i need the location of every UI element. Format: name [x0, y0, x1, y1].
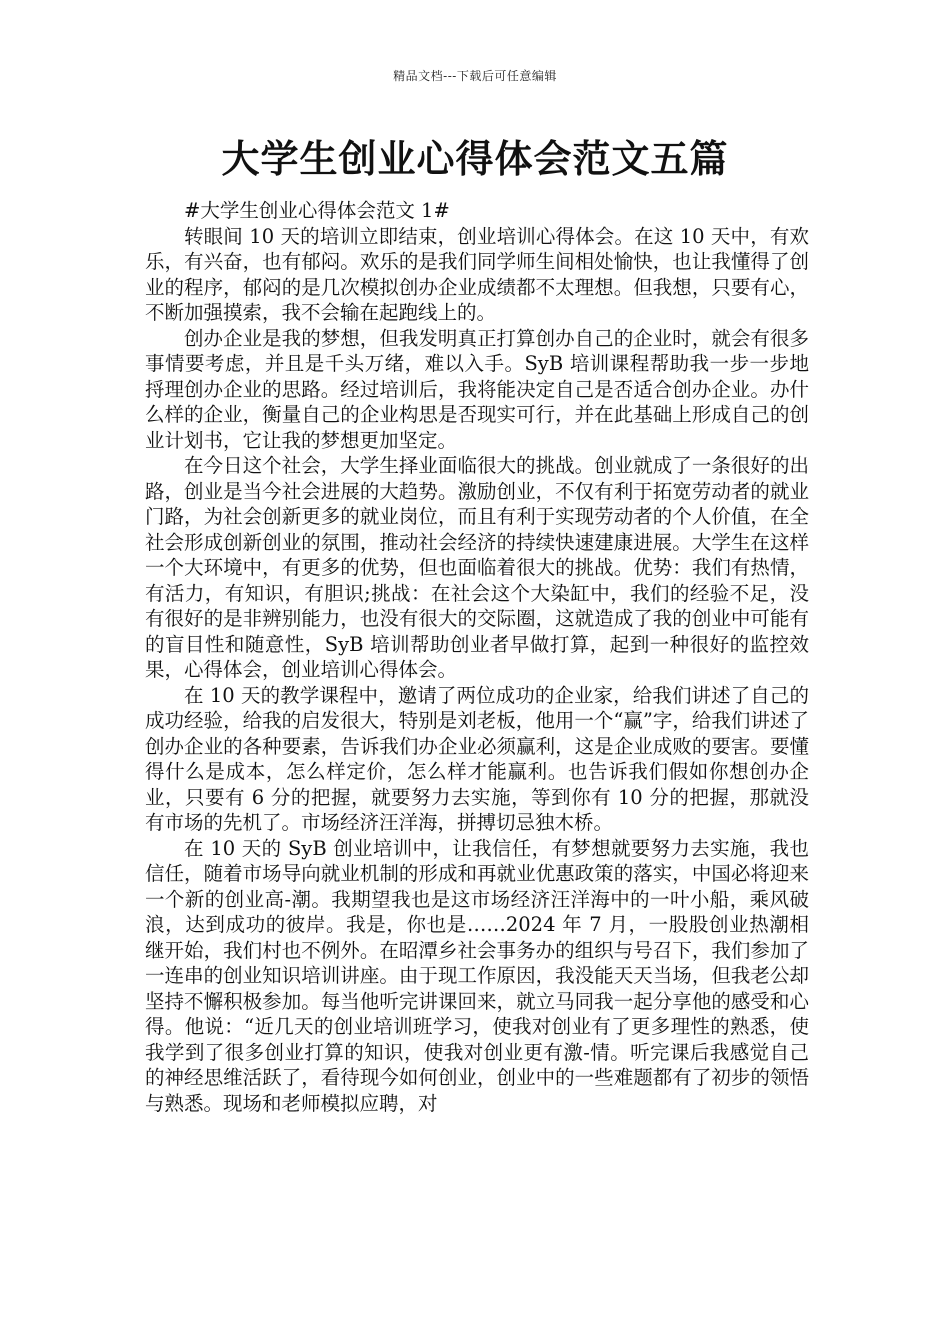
document-title: 大学生创业心得体会范文五篇 — [221, 137, 729, 181]
paragraph-5: 在 10 天的 SyB 创业培训中，让我信任，有梦想就要努力去实施，我也信任，随着市场导向就业机制的形成和再就业优惠政策的落实，中国必将迎来一个新的创业高-潮。我期望我也是这市场经济汪洋海中的一叶小船，乘风破浪，达到成功的彼岸。我是，你也是……2024 年 7 月，一股股创业热潮相继开始，我们村也不例外。在昭潭乡社会事务办的组织与号召下，我们参加了一连串的创业知识培训讲座。由于现工作原因，我没能天天当场，但我老公却坚持不懈积极参加。每当他听完讲课回来，就立马同我一起分享他的感受和心得。他说：“近几天的创业培训班学习，使我对创业有了更多理性的熟悉，使我学到了很多创业打算的知识，使我对创业更有激-情。听完课后我感觉自己的神经思维活跃了，看待现今如何创业，创业中的一些难题都有了初步的领悟与熟悉。现场和老师模拟应聘，对 — [145, 836, 809, 1115]
paragraph-2: 创办企业是我的梦想，但我发明真正打算创办自己的企业时，就会有很多事情要考虑，并且是千头万绪，难以入手。SyB 培训课程帮助我一步一步地捋理创办企业的思路。经过培训后，我将能决定自己是否适合创办企业。办什么样的企业，衡量自己的企业构思是否现实可行，并在此基础上形成自己的创业计划书，它让我的梦想更加坚定。 — [145, 326, 809, 452]
paragraph-4: 在 10 天的教学课程中，邀请了两位成功的企业家，给我们讲述了自己的成功经验，给我的启发很大，特别是刘老板，他用一个“赢”字，给我们讲述了创办企业的各种要素，告诉我们办企业必须赢利，这是企业成败的要害。要懂得什么是成本，怎么样定价，怎么样才能赢利。也告诉我们假如你想创办企业，只要有 6 分的把握，就要努力去实施，等到你有 10 分的把握，那就没有市场的先机了。市场经济汪洋海，拼搏切忌独木桥。 — [145, 683, 809, 834]
section-heading: #大学生创业心得体会范文 1# — [184, 199, 450, 222]
document-body — [145, 198, 809, 1116]
paragraph-3: 在今日这个社会，大学生择业面临很大的挑战。创业就成了一条很好的出路，创业是当今社会进展的大趋势。激励创业，不仅有利于拓宽劳动者的就业门路，为社会创新更多的就业岗位，而且有利于实现劳动者的个人价值，在全社会形成创新创业的氛围，推动社会经济的持续快速建康进展。大学生在这样一个大环境中，有更多的优势，但也面临着很大的挑战。优势：我们有热情，有活力，有知识，有胆识;挑战：在社会这个大染缸中，我们的经验不足，没有很好的是非辨别能力，也没有很大的交际圈，这就造成了我的创业中可能有的盲目性和随意性，SyB 培训帮助创业者早做打算，起到一种很好的监控效果，心得体会，创业培训心得体会。 — [145, 454, 809, 681]
header-note: 精品文档---下载后可任意编辑 — [393, 69, 557, 83]
paragraph-1: 转眼间 10 天的培训立即结束，创业培训心得体会。在这 10 天中，有欢乐，有兴奋，也有郁闷。欢乐的是我们同学师生间相处愉快，也让我懂得了创业的程序，郁闷的是几次模拟创办企业成绩都不太理想。但我想，只要有心，不断加强摸索，我不会输在起跑线上的。 — [145, 224, 809, 324]
